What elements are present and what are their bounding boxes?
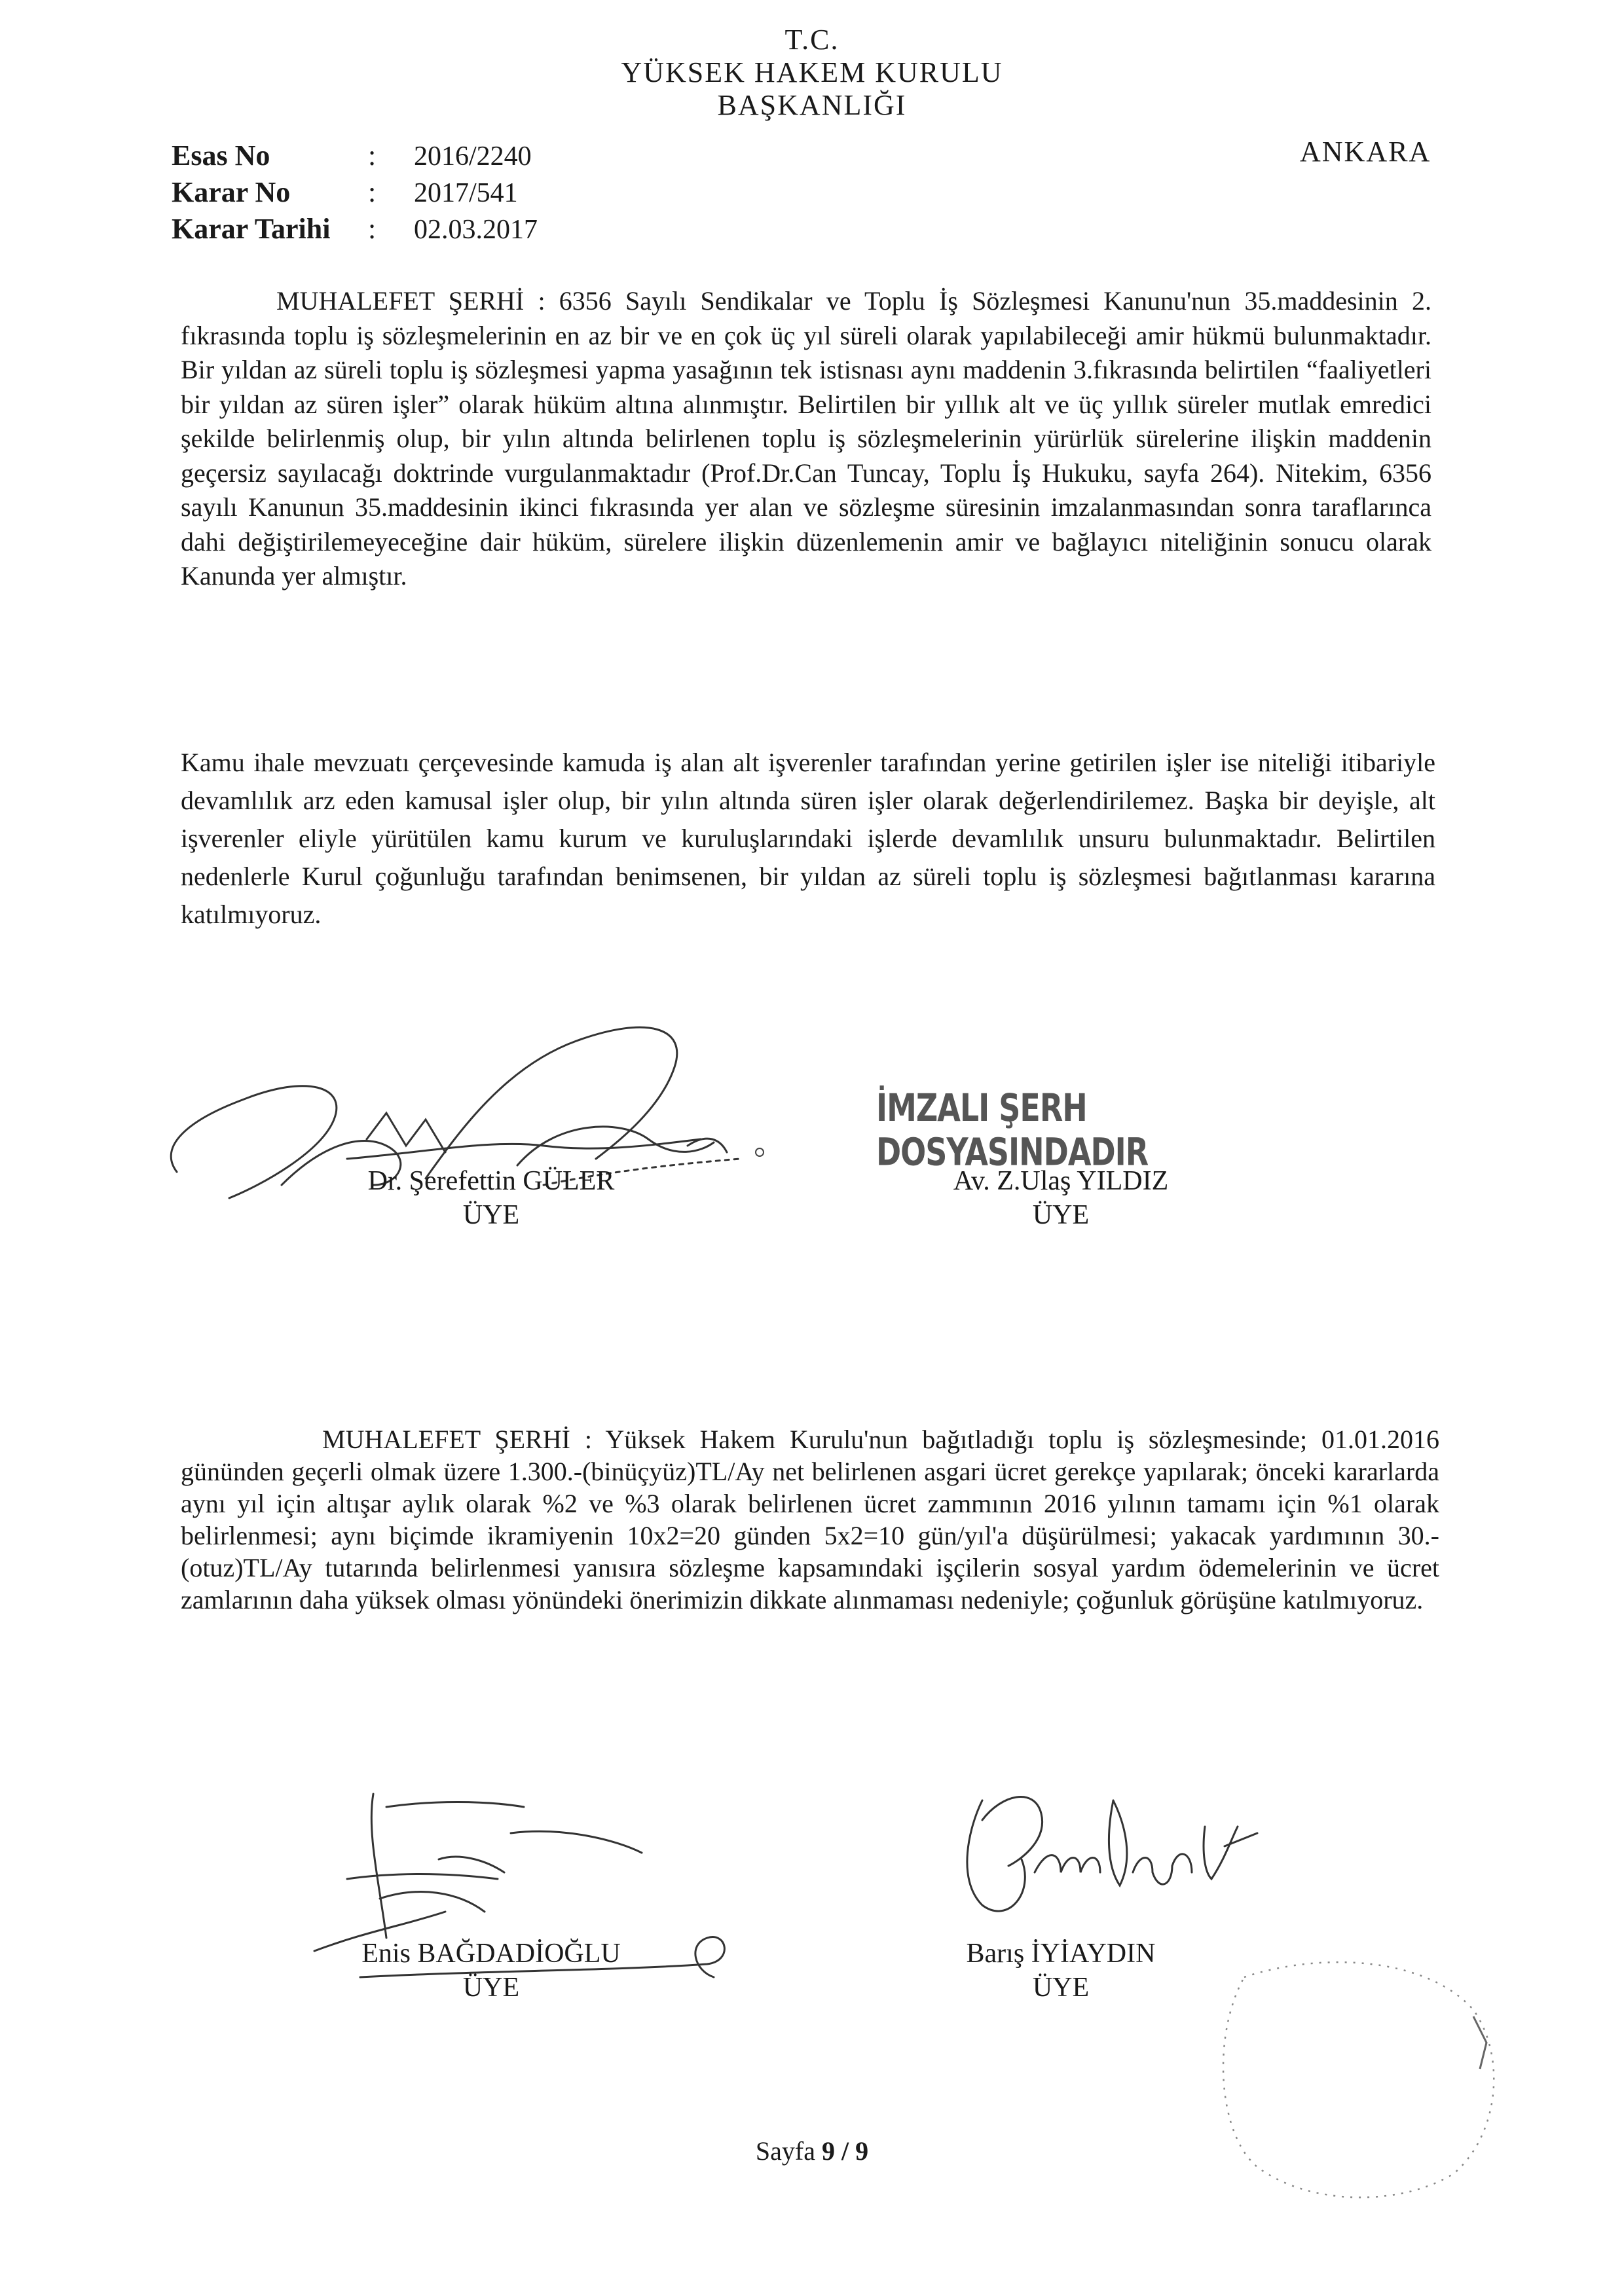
meta-label: Karar No	[172, 176, 291, 208]
signer-name: Av. Z.Ulaş YILDIZ	[953, 1166, 1169, 1196]
page-number	[681, 2136, 943, 2166]
signer-role: ÜYE	[462, 1200, 520, 1230]
page-current: 9	[821, 2136, 835, 2166]
document-header	[524, 24, 1100, 122]
signer-name: Barış İYİAYDIN	[966, 1939, 1156, 1969]
meta-value: 2017/541	[414, 178, 518, 208]
meta-row-esas	[172, 139, 538, 175]
dissent-paragraph-3: MUHALEFET ŞERHİ : Yüksek Hakem Kurulu'nun bağıtladığı toplu iş sözleşmesinde; 01.01.2016 gününden geçerli olmak üzere 1.300.-(binüçyüz)TL/Ay net belirlenen asgari ücret gerekçe yapılarak; önceki kararlarda aynı yıl için altışar aylık olarak %2 ve %3 olarak belirlenen ücret zammının 2016 yılının tamamı için %1 olarak belirlenmesi; aynı biçimde ikramiyenin 10x2=20 günden 5x2=10 gün/yıl'a düşürülmesi; yakacak yardımının 30.-(otuz)TL/Ay tutarında belirlenmesi yanısıra sözleşme kapsamındaki işçilerin sosyal yardım ödemelerinin ve ücret zamlarının daha yüksek olması yönündeki önerimizin dikkate alınmaması nedeniyle; çoğunluk görüşüne katılmıyoruz.	[181, 1425, 1439, 1614]
signer-role: ÜYE	[1032, 1973, 1090, 2003]
city-name: ANKARA	[1300, 136, 1431, 168]
page-label: Sayfa	[755, 2136, 815, 2166]
signer-name: Dr. Şerefettin GÜLER	[367, 1166, 615, 1196]
meta-row-tarih	[172, 212, 538, 249]
signer-name: Enis BAĞDADİOĞLU	[361, 1939, 621, 1969]
signed-dissent-stamp: İMZALI ŞERH DOSYASINDADIR	[876, 1085, 1149, 1174]
dissent-paragraph-1: MUHALEFET ŞERHİ : 6356 Sayılı Sendikalar ve Toplu İş Sözleşmesi Kanunu'nun 35.maddesinin 2. fıkrasında toplu iş sözleşmelerinin en az bir ve en çok üç yıl süreli olarak yapılabileceği amir hükmü bulunmaktadır. Bir yıldan az süreli toplu iş sözleşmesi yapma yasağının tek istisnası aynı maddenin 3.fıkrasında belirtilen “faaliyetleri bir yıldan az süren işler” olarak hüküm altına alınmıştır. Belirtilen bir yıllık alt ve üç yıllık süreler mutlak emredici şekilde belirlenmiş olup, bir yılın altında belirlenen toplu iş sözleşmelerinin yürürlük sürelerine ilişkin maddenin geçersiz sayılacağı doktrinde vurgulanmaktadır (Prof.Dr.Can Tuncay, Toplu İş Hukuku, sayfa 264). Nitekim, 6356 sayılı Kanunun 35.maddesinin ikinci fıkrasında yer alan ve sözleşme süresinin imzalanmasından sonra taraflarınca dahi değiştirilemeyeceğine dair hüküm, sürelere ilişkin düzenlemenin amir ve bağlayıcı niteliğinin sonucu olarak Kanunda yer almıştır.	[181, 286, 1431, 591]
meta-label: Esas No	[172, 139, 270, 172]
page-total: 9	[855, 2136, 869, 2166]
header-line-presidency: BAŞKANLIĞI	[717, 89, 907, 121]
meta-colon: :	[368, 176, 377, 208]
signer-yildiz	[851, 1164, 1270, 1232]
meta-colon: :	[368, 213, 377, 245]
page-separator: /	[841, 2136, 849, 2166]
signature-iyiaydin	[943, 1761, 1270, 1931]
meta-value: 02.03.2017	[414, 215, 538, 245]
signer-guler	[282, 1164, 701, 1232]
signer-role: ÜYE	[462, 1973, 520, 2003]
case-meta	[172, 139, 538, 249]
header-line-tc: T.C.	[784, 24, 840, 56]
meta-value: 2016/2240	[414, 141, 532, 172]
meta-label: Karar Tarihi	[172, 213, 331, 245]
seal-outline	[1192, 1938, 1519, 2213]
header-line-institution: YÜKSEK HAKEM KURULU	[621, 56, 1003, 88]
meta-row-karar	[172, 175, 538, 212]
meta-colon: :	[368, 139, 377, 172]
signer-bagdadioglu	[282, 1937, 701, 2005]
dissent-paragraph-2: Kamu ihale mevzuatı çerçevesinde kamuda iş alan alt işverenler tarafından yerine getirilen işler ise niteliği itibariyle devamlılık arz eden kamusal işler olup, bir yılın altında süren işler olarak değerlendirilemez. Başka bir deyişle, alt işverenler eliyle yürütülen kamu kurum ve kuruluşlarındaki işlerde devamlılık unsuru bulunmaktadır. Belirtilen nedenlerle Kurul çoğunluğu tarafından benimsenen, bir yıldan az süreli toplu iş sözleşmesi bağıtlanması kararına katılmıyoruz.	[181, 748, 1435, 929]
signer-role: ÜYE	[1032, 1200, 1090, 1230]
